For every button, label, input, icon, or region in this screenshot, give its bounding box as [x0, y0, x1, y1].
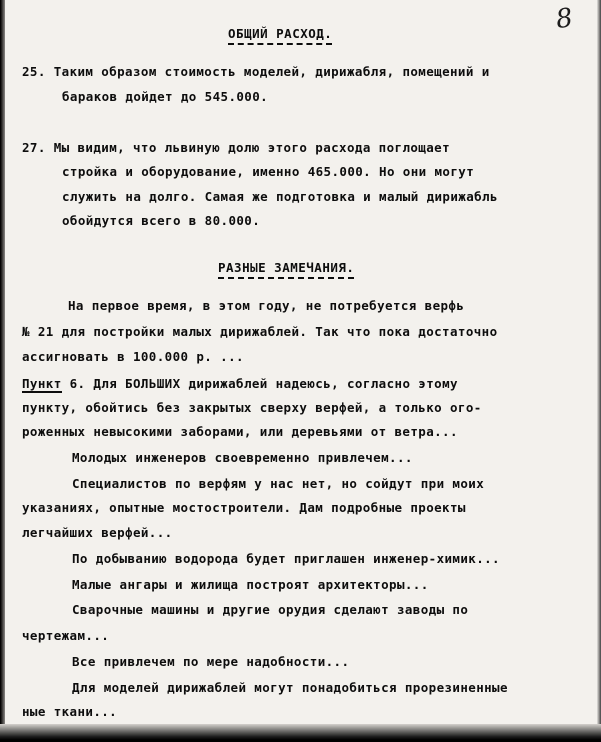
remarks-text: 6. Для БОЛЬШИХ дирижаблей надеюсь, согласно этому: [69, 376, 458, 391]
paragraph-text: Таким образом стоимость моделей, дирижабля, помещений и: [53, 64, 490, 79]
paragraph-27-line-3: служить на долго. Самая же подготовка и малый дирижабль: [62, 189, 498, 204]
remarks-line: Малые ангары и жилища построят архитекторы...: [72, 577, 429, 592]
remarks-line: Сварочные машины и другие орудия сделают заводы по: [72, 602, 469, 617]
remarks-line-punkt: [22, 376, 458, 392]
remarks-line: чертежам...: [22, 628, 110, 643]
section-title-text: ОБЩИЙ РАСХОД.: [228, 26, 333, 41]
paragraph-text: Мы видим, что львиную долю этого расхода поглощает: [53, 140, 451, 155]
remarks-line: Специалистов по верфям у нас нет, но сойдут при моих: [72, 476, 485, 491]
paragraph-25-line-2: бараков дойдет до 545.000.: [62, 89, 269, 104]
paragraph-25-line-1: [22, 64, 490, 80]
remarks-line: указаниях, опытные мостостроители. Дам подробные проекты: [22, 500, 466, 515]
paragraph-27-line-2: стройка и оборудование, именно 465.000. Но они могут: [62, 164, 475, 179]
scan-edge-left: [0, 0, 5, 742]
page-number: 8: [553, 2, 575, 36]
remarks-line: пункту, обойтись без закрытых сверху верфей, а только ого-: [22, 400, 482, 415]
paragraph-number: 27.: [22, 140, 46, 155]
remarks-line: Для моделей дирижаблей могут понадобиться прорезиненные: [72, 680, 508, 695]
remarks-line: ные ткани...: [22, 704, 118, 719]
punkt-word: Пункт: [22, 376, 62, 391]
remarks-line: № 21 для постройки малых дирижаблей. Так что пока достаточно: [22, 324, 498, 339]
title-underline: [228, 43, 332, 45]
title-underline: [218, 277, 354, 279]
scan-edge-bottom: [0, 724, 601, 742]
remarks-line: роженных невысокими заборами, или деревьями от ветра...: [22, 424, 458, 439]
remarks-line: легчайших верфей...: [22, 525, 173, 540]
remarks-line: Молодых инженеров своевременно привлечем...: [72, 450, 413, 465]
section-title-misc-remarks: [218, 260, 354, 279]
paragraph-27-line-1: [22, 140, 450, 156]
paragraph-number: 25.: [22, 64, 46, 79]
remarks-line: ассигновать в 100.000 р. ...: [22, 349, 244, 364]
remarks-line: На первое время, в этом году, не потребуется верфь: [68, 298, 465, 313]
remarks-line: По добыванию водорода будет приглашен инженер-химик...: [72, 551, 500, 566]
paragraph-27-line-4: обойдутся всего в 80.000.: [62, 213, 261, 228]
section-title-general-expense: [228, 26, 332, 45]
section-title-text: РАЗНЫЕ ЗАМЕЧАНИЯ.: [218, 260, 355, 275]
scan-edge-right: [597, 0, 601, 742]
remarks-line: Все привлечем по мере надобности...: [72, 654, 350, 669]
